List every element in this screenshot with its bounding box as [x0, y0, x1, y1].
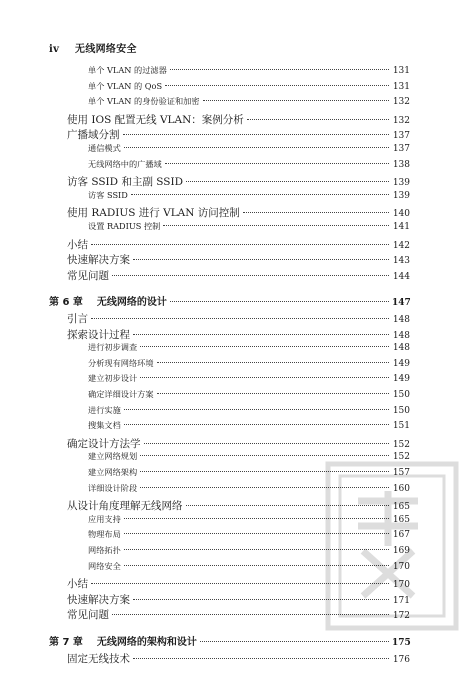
- toc-entry: [88, 190, 410, 201]
- entry-title: 无线网络中的广播域: [88, 158, 162, 169]
- toc-entry: [88, 483, 410, 494]
- entry-page-number: 170: [392, 561, 410, 572]
- header-page-number: iv: [49, 44, 60, 55]
- toc-entry: [88, 221, 410, 232]
- entry-page-number: 139: [392, 190, 410, 201]
- toc-entry: [88, 143, 410, 154]
- toc-entry: [67, 237, 410, 252]
- entry-page-number: 139: [392, 178, 410, 189]
- toc-entry: [88, 405, 410, 416]
- dot-leader: [124, 147, 389, 148]
- entry-page-number: 142: [392, 240, 410, 251]
- running-header: [49, 40, 137, 55]
- dot-leader: [247, 119, 389, 120]
- toc-entry: [88, 373, 410, 384]
- entry-page-number: 172: [392, 611, 410, 622]
- chapter-heading: [49, 633, 197, 648]
- entry-title: 进行初步调查: [88, 342, 138, 353]
- chapter-entry: [49, 293, 410, 308]
- dot-leader: [124, 549, 389, 550]
- entry-page-number: 148: [392, 330, 410, 341]
- entry-title: 使用 RADIUS 进行 VLAN 访问控制: [67, 207, 240, 220]
- toc-entry: [88, 514, 410, 525]
- entry-page-number: 140: [392, 209, 410, 220]
- entry-page-number: 150: [392, 390, 410, 400]
- entry-title: 搜集文档: [88, 420, 121, 431]
- entry-title: 广播域分割: [67, 129, 120, 142]
- entry-title: 小结: [67, 578, 88, 591]
- toc-entry: [88, 529, 410, 540]
- toc-entry: [67, 498, 410, 513]
- toc-entry: [88, 65, 410, 76]
- entry-title: 引言: [67, 313, 88, 325]
- dot-leader: [112, 614, 389, 615]
- dot-leader: [157, 393, 389, 394]
- chapter-title: 无线网络的设计: [96, 297, 167, 309]
- toc-entry: [67, 607, 410, 622]
- toc-entry: [67, 327, 410, 342]
- dot-leader: [112, 275, 389, 276]
- entry-title: 网络拓扑: [88, 545, 121, 555]
- toc-entry: [67, 436, 410, 451]
- entry-title: 建立网络架构: [88, 467, 138, 477]
- entry-title: 详细设计阶段: [88, 482, 138, 493]
- toc-entry: [67, 268, 410, 283]
- entry-page-number: 151: [392, 421, 410, 432]
- entry-page-number: 157: [392, 468, 410, 478]
- entry-page-number: 150: [392, 405, 410, 416]
- entry-title: 物理布局: [88, 529, 121, 540]
- toc-entry: [88, 467, 410, 478]
- entry-title: 通信模式: [88, 143, 121, 153]
- toc-entry: [67, 592, 410, 607]
- dot-leader: [203, 100, 389, 101]
- dot-leader: [186, 181, 389, 182]
- entry-title: 常见问题: [67, 269, 109, 282]
- dot-leader: [91, 318, 389, 319]
- toc-entry: [67, 127, 410, 142]
- dot-leader: [140, 487, 389, 488]
- toc-entry: [67, 311, 410, 326]
- toc-entry: [88, 342, 410, 353]
- entry-page-number: 141: [392, 222, 410, 232]
- toc-entry: [88, 159, 410, 170]
- entry-page-number: 144: [392, 271, 410, 282]
- toc-entry: [67, 576, 410, 591]
- dot-leader: [133, 599, 389, 600]
- dot-leader: [91, 244, 389, 245]
- toc-entry: [88, 389, 410, 400]
- entry-page-number: 165: [392, 502, 410, 513]
- entry-page-number: 152: [392, 439, 410, 450]
- dot-leader: [91, 583, 389, 584]
- toc-entry: [67, 174, 410, 189]
- dot-leader: [133, 259, 389, 260]
- dot-leader: [124, 409, 389, 410]
- entry-title: 固定无线技术: [67, 652, 130, 665]
- entry-page-number: 167: [392, 530, 410, 541]
- dot-leader: [140, 346, 389, 347]
- chapter-heading: [49, 293, 167, 308]
- dot-leader: [140, 455, 389, 456]
- entry-title: 建立网络规划: [88, 451, 138, 462]
- dot-leader: [123, 134, 390, 135]
- toc-entry: [88, 96, 410, 107]
- dot-leader: [124, 565, 389, 566]
- entry-title: 常见问题: [67, 609, 109, 622]
- toc-entry: [88, 545, 410, 556]
- entry-title: 快速解决方案: [67, 593, 130, 606]
- entry-title: 网络安全: [88, 560, 121, 571]
- entry-title: 进行实施: [88, 404, 121, 415]
- entry-page-number: 147: [392, 298, 411, 309]
- entry-title: 从设计角度理解无线网络: [67, 500, 183, 513]
- dot-leader: [124, 424, 389, 425]
- dot-leader: [133, 334, 389, 335]
- dot-leader: [140, 471, 389, 472]
- dot-leader: [170, 69, 389, 70]
- dot-leader: [170, 301, 389, 302]
- entry-page-number: 143: [392, 256, 410, 267]
- chapter-entry: [49, 633, 410, 648]
- dot-leader: [157, 362, 389, 363]
- dot-leader: [186, 505, 390, 506]
- dot-leader: [131, 194, 389, 195]
- chapter-number: 第 7 章: [49, 637, 83, 648]
- chapter-number: 第 6 章: [49, 297, 83, 309]
- toc-entry: [88, 561, 410, 572]
- entry-page-number: 149: [392, 358, 410, 369]
- entry-page-number: 148: [392, 343, 410, 354]
- toc-entry: [88, 81, 410, 92]
- entry-title: 小结: [67, 238, 88, 251]
- entry-page-number: 170: [392, 580, 410, 591]
- dot-leader: [163, 225, 389, 226]
- entry-title: 设置 RADIUS 控制: [88, 221, 161, 231]
- toc-entry: [67, 252, 410, 267]
- entry-page-number: 165: [392, 514, 410, 525]
- toc-entry: [88, 420, 410, 431]
- entry-title: 探索设计过程: [67, 328, 130, 341]
- entry-page-number: 137: [392, 131, 410, 142]
- chapter-title: 无线网络的架构和设计: [96, 637, 197, 648]
- entry-page-number: 152: [392, 452, 410, 463]
- entry-title: 访客 SSID: [88, 189, 128, 200]
- entry-page-number: 171: [392, 595, 410, 606]
- entry-title: 单个 VLAN 的 QoS: [88, 80, 163, 91]
- entry-page-number: 131: [392, 66, 410, 76]
- entry-page-number: 169: [392, 546, 410, 556]
- entry-page-number: 176: [392, 654, 410, 665]
- entry-title: 快速解决方案: [67, 254, 130, 267]
- entry-page-number: 149: [392, 374, 410, 385]
- header-book-title: 无线网络安全: [75, 44, 137, 55]
- entry-page-number: 131: [392, 81, 410, 92]
- dot-leader: [133, 658, 389, 659]
- entry-page-number: 137: [392, 144, 410, 154]
- dot-leader: [243, 212, 389, 213]
- entry-page-number: 138: [392, 159, 410, 170]
- dot-leader: [165, 163, 389, 164]
- toc-entry: [88, 451, 410, 462]
- entry-page-number: 132: [392, 97, 410, 108]
- entry-title: 访客 SSID 和主副 SSID: [67, 176, 184, 189]
- entry-page-number: 132: [392, 115, 410, 126]
- entry-title: 单个 VLAN 的身份验证和加密: [88, 96, 200, 107]
- toc-entry: [67, 205, 410, 220]
- dot-leader: [124, 533, 389, 534]
- entry-title: 确定详细设计方案: [88, 389, 154, 399]
- entry-page-number: 148: [392, 315, 410, 325]
- dot-leader: [144, 443, 390, 444]
- entry-title: 建立初步设计: [88, 373, 138, 384]
- toc-entry: [88, 358, 410, 369]
- dot-leader: [200, 641, 389, 642]
- entry-title: 分析现有网络环境: [88, 357, 154, 368]
- dot-leader: [124, 518, 389, 519]
- entry-title: 使用 IOS 配置无线 VLAN：案例分析: [67, 113, 244, 126]
- dot-leader: [165, 85, 389, 86]
- toc-entry: [67, 112, 410, 127]
- entry-title: 确定设计方法学: [67, 437, 141, 450]
- dot-leader: [140, 377, 389, 378]
- entry-page-number: 160: [392, 483, 410, 494]
- entry-title: 单个 VLAN 的过滤器: [88, 65, 167, 75]
- entry-title: 应用支持: [88, 513, 121, 524]
- toc-entry: [67, 651, 410, 666]
- entry-page-number: 175: [392, 638, 411, 648]
